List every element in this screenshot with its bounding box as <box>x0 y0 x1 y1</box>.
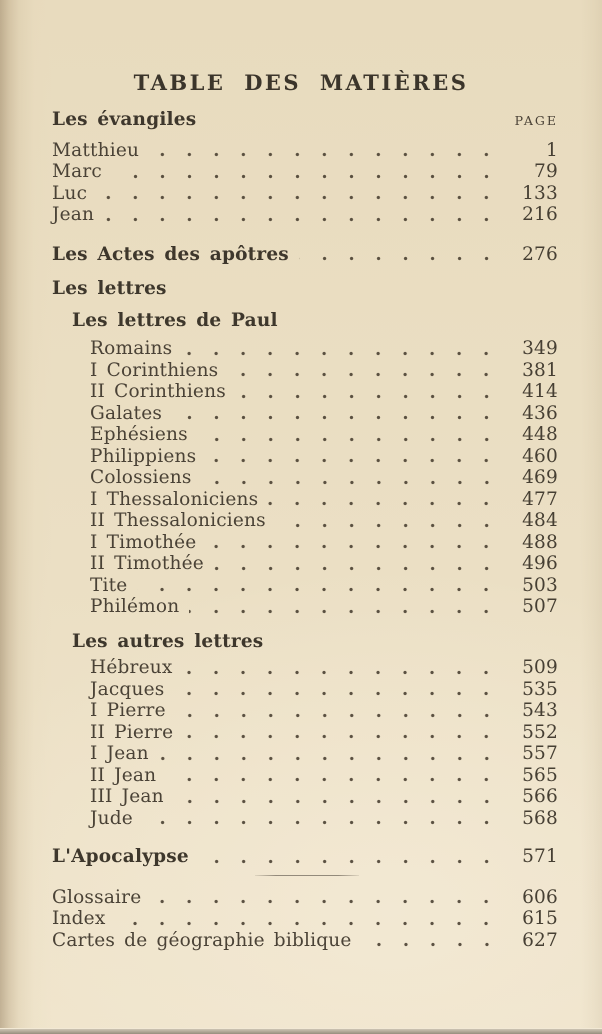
toc-entry <box>0 532 602 554</box>
toc-entry <box>0 424 602 446</box>
entry-label: Marc <box>52 161 102 182</box>
entry-page: 484 <box>522 510 558 531</box>
entry-page: 469 <box>522 467 558 488</box>
dot-leader <box>176 700 504 722</box>
section-heading-label: Les lettres de Paul <box>72 309 278 331</box>
toc-entry <box>0 338 602 360</box>
dot-leader <box>214 553 504 575</box>
toc-entry <box>0 700 602 722</box>
toc-entry <box>0 510 602 532</box>
entry-page: 436 <box>522 402 558 424</box>
entry-page: 503 <box>522 574 558 596</box>
entry-page: 488 <box>522 531 558 553</box>
dot-leader <box>115 908 504 930</box>
section-heading-label: Les lettres <box>52 278 167 299</box>
toc-entry <box>0 381 602 403</box>
toc-entry <box>0 467 602 489</box>
toc-entry <box>0 140 602 162</box>
dot-leader <box>143 808 504 830</box>
entry-page: 615 <box>522 908 558 929</box>
section-heading-evangiles: Les évangiles <box>52 109 197 130</box>
entry-page: 543 <box>522 700 558 721</box>
entry-label: Ephésiens <box>90 424 188 445</box>
entry-label: II Thessaloniciens <box>90 510 266 531</box>
entry-label: I Corinthiens <box>90 359 219 381</box>
entry-page: 565 <box>522 764 558 786</box>
dot-leader <box>206 532 504 554</box>
dot-leader <box>174 679 504 701</box>
entry-page: 552 <box>522 721 558 743</box>
toc-entry <box>0 553 602 575</box>
entry-label: Glossaire <box>52 886 142 908</box>
dot-leader <box>236 381 504 403</box>
separator-rule <box>255 875 359 876</box>
entry-label: Luc <box>52 182 88 204</box>
toc-entry <box>0 403 602 425</box>
dot-leader <box>228 360 504 382</box>
entry-page: 460 <box>522 445 558 467</box>
section-heading-autres <box>0 631 602 653</box>
entry-label: Cartes de géographie biblique <box>52 929 352 951</box>
dot-leader <box>151 887 504 909</box>
toc-entry <box>0 887 602 909</box>
toc-entry <box>0 161 602 183</box>
entry-page: 477 <box>522 488 558 510</box>
entry-page: 414 <box>522 381 558 402</box>
entry-label: I Thessaloniciens <box>90 488 259 510</box>
entry-label: Les Actes des apôtres <box>52 243 289 265</box>
entry-page: 1 <box>546 139 558 161</box>
entry-label: II Timothée <box>90 553 204 574</box>
entry-page: 507 <box>522 596 558 617</box>
entry-label: II Corinthiens <box>90 381 226 402</box>
section-heading-paul <box>0 310 602 332</box>
page-bottom-edge <box>0 1029 602 1034</box>
entry-page: 606 <box>522 886 558 908</box>
dot-leader <box>202 467 504 489</box>
section-heading-lettres <box>0 278 602 300</box>
toc-entry <box>0 183 602 205</box>
entry-label: Matthieu <box>52 139 140 161</box>
entry-page: 566 <box>522 786 558 807</box>
toc-entry <box>0 679 602 701</box>
dot-leader <box>199 846 504 868</box>
toc-entry <box>0 765 602 787</box>
section-heading-label: Les autres lettres <box>72 630 264 652</box>
dot-leader <box>159 743 504 765</box>
toc-entry <box>0 786 602 808</box>
toc-entry <box>0 446 602 468</box>
dot-leader <box>299 244 504 266</box>
entry-page: 276 <box>522 243 558 265</box>
entry-label: Colossiens <box>90 467 192 488</box>
toc-entry <box>0 722 602 744</box>
entry-label: Philippiens <box>90 445 197 467</box>
entry-page: 557 <box>522 743 558 764</box>
entry-label: Galates <box>90 402 163 424</box>
toc-entry <box>0 808 602 830</box>
dot-leader <box>362 930 504 952</box>
toc-entry <box>0 657 602 679</box>
toc-entry <box>0 204 602 226</box>
page-title: TABLE DES MATIÈRES <box>133 70 469 95</box>
entry-page: 216 <box>522 204 558 225</box>
dot-leader <box>198 424 504 446</box>
entry-page: 627 <box>522 929 558 951</box>
toc-entry <box>0 489 602 511</box>
dot-leader <box>276 510 504 532</box>
dot-leader <box>182 338 504 360</box>
dot-leader <box>104 204 504 226</box>
toc-entry <box>0 743 602 765</box>
toc-entry <box>0 575 602 597</box>
dot-leader <box>166 765 504 787</box>
toc-entry <box>0 908 602 930</box>
entry-label: Philémon <box>90 596 180 617</box>
entry-page: 535 <box>522 678 558 700</box>
dot-leader <box>149 140 504 162</box>
entry-label: I Timothée <box>90 531 197 553</box>
section-header-row <box>0 109 602 132</box>
toc-entry-apocalypse <box>0 846 602 868</box>
entry-page: 381 <box>522 359 558 381</box>
entry-page: 571 <box>522 846 558 867</box>
entry-label: Tite <box>90 574 128 596</box>
entry-label: Hébreux <box>90 657 173 678</box>
entry-page: 509 <box>522 657 558 678</box>
entry-page: 349 <box>522 338 558 359</box>
entry-label: Jacques <box>90 678 165 700</box>
toc-entry <box>0 596 602 618</box>
entry-label: III Jean <box>90 786 164 807</box>
entry-label: II Jean <box>90 764 157 786</box>
entry-page: 496 <box>522 553 558 574</box>
dot-leader <box>172 403 504 425</box>
toc-entry-actes <box>0 244 602 266</box>
dot-leader <box>268 489 504 511</box>
entry-label: Jude <box>90 807 133 829</box>
toc-entry <box>0 360 602 382</box>
entry-label: I Pierre <box>90 700 166 721</box>
dot-leader <box>112 161 504 183</box>
dot-leader <box>174 786 504 808</box>
entry-page: 133 <box>522 182 558 204</box>
entry-label: L'Apocalypse <box>52 846 189 867</box>
entry-label: I Jean <box>90 743 149 764</box>
dot-leader <box>189 596 504 618</box>
entry-page: 568 <box>522 807 558 829</box>
toc-entry <box>0 930 602 952</box>
entry-label: Index <box>52 908 106 929</box>
dot-leader <box>137 575 504 597</box>
entry-page: 448 <box>522 424 558 445</box>
page-column-label: PAGE <box>514 113 558 128</box>
dot-leader <box>183 722 504 744</box>
dot-leader <box>182 657 504 679</box>
entry-page: 79 <box>534 161 558 182</box>
dot-leader <box>206 446 504 468</box>
entry-label: II Pierre <box>90 721 174 743</box>
entry-label: Romains <box>90 338 173 359</box>
dot-leader <box>97 183 504 205</box>
entry-label: Jean <box>52 204 95 225</box>
